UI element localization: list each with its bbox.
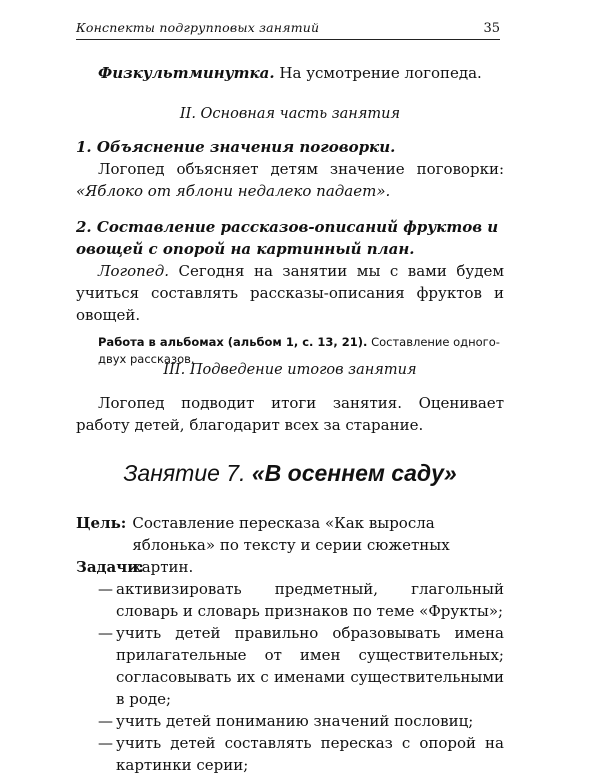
lesson-title [76, 460, 504, 487]
tasks-label: Задачи: [76, 558, 144, 576]
page-number: 35 [483, 21, 500, 36]
item-1 [76, 136, 504, 202]
album-note-bold: Работа в альбомах (альбом 1, с. 13, 21). [98, 335, 368, 349]
physminute-label: Физкультминутка. [98, 64, 275, 82]
goal-label: Цель: [76, 514, 127, 532]
summary-paragraph [76, 392, 504, 436]
lesson-name: «В осеннем саду» [251, 460, 457, 486]
item-1-proverb: «Яблоко от яблони недалеко падает». [76, 182, 391, 200]
summary-text: Логопед подводит итоги занятия. Оценивает работу детей, благодарит всех за старание. [76, 394, 504, 434]
section-heading-summary: III. Подведение итогов занятия [163, 362, 417, 378]
item-2-number: 2. [76, 218, 92, 236]
list-item: — активизировать предметный, глагольный словарь и словарь признаков по теме «Фрукты»; [98, 580, 504, 620]
item-1-title: Объяснение значения поговорки. [96, 138, 396, 156]
section-heading-main: II. Основная часть занятия [179, 106, 401, 122]
running-header [76, 20, 500, 40]
lesson-label: Занятие 7. [123, 460, 246, 486]
task-list [76, 578, 504, 776]
physminute-text: На усмотрение логопеда. [279, 64, 482, 82]
item-1-text: Логопед объясняет детям значение поговорки: [98, 160, 504, 178]
item-2 [76, 216, 504, 368]
list-item: — учить детей составлять пересказ с опорой на картинки серии; [98, 734, 504, 774]
physminute-paragraph [76, 62, 504, 84]
album-note-text: Составление одного-двух рассказов. [98, 335, 500, 366]
item-2-text: Сегодня на занятии мы с вами будем учиться составлять рассказы-описания фруктов и овощей. [76, 262, 504, 324]
item-2-speaker: Логопед. [98, 262, 169, 280]
list-item: — учить детей пониманию значений пословиц; [98, 712, 474, 730]
tasks-block [76, 556, 504, 776]
list-item: — учить детей правильно образовывать имена прилагательные от имен существительных; согласовывать их с именами существительными в роде; [98, 624, 504, 708]
header-title: Конспекты подгрупповых занятий [76, 20, 320, 35]
item-1-number: 1. [76, 138, 92, 156]
goal-text: Составление пересказа «Как выросла яблонька» по тексту и серии сюжетных картин. [132, 514, 450, 576]
item-2-title: Составление рассказов-описаний фруктов и овощей с опорой на картинный план. [76, 218, 499, 258]
